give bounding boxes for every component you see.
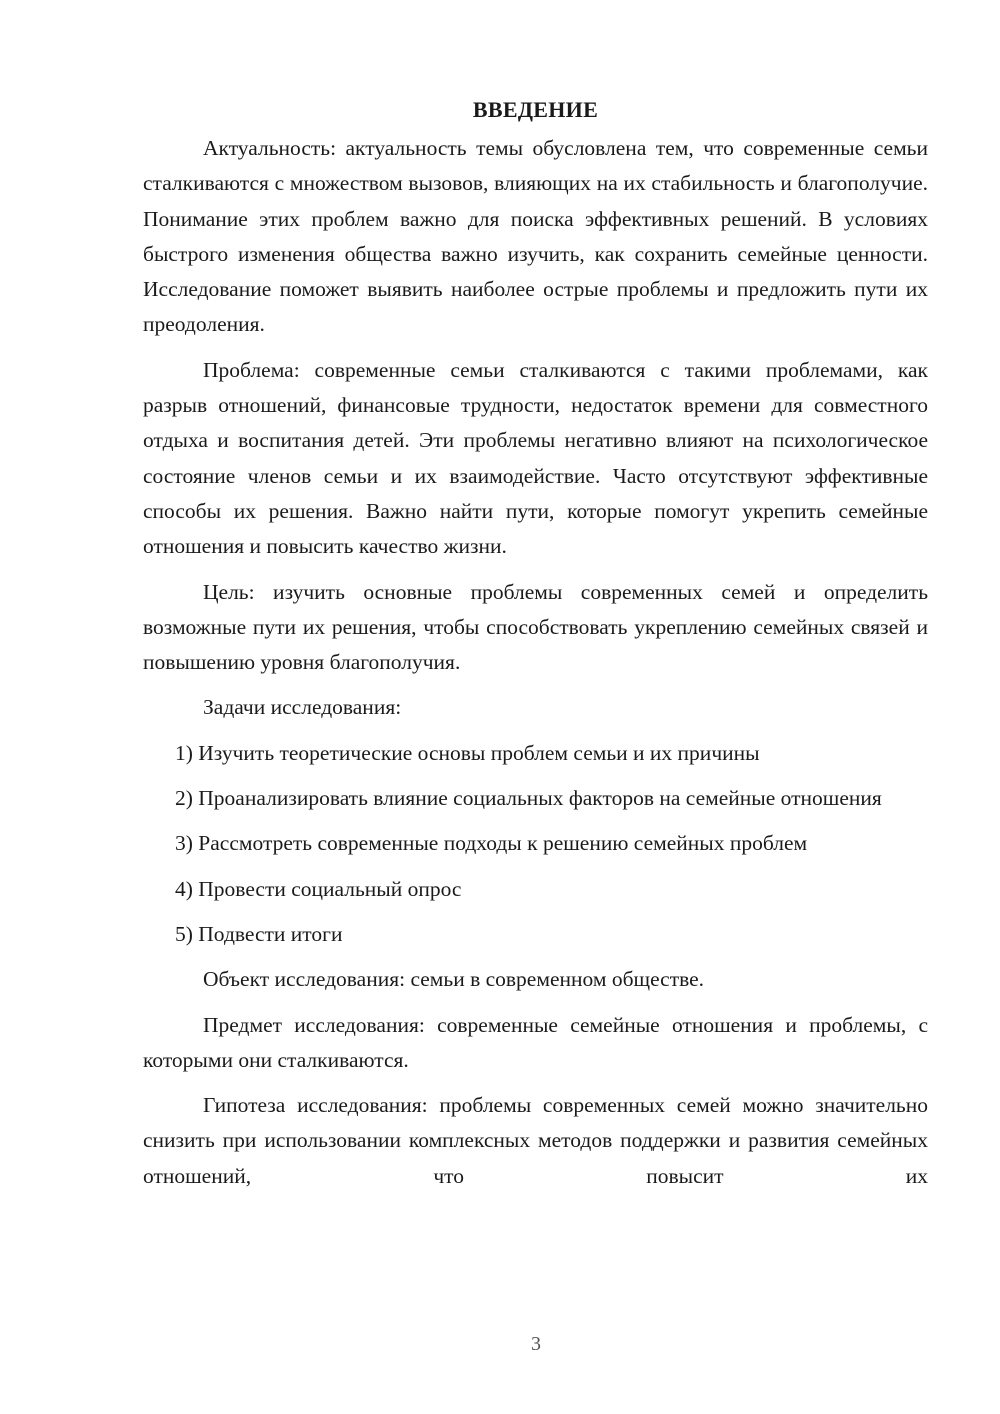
paragraph-tasks-heading: Задачи исследования: bbox=[203, 695, 402, 720]
paragraph-object: Объект исследования: семьи в современном обществе. bbox=[203, 967, 705, 992]
task-item-2: 2) Проанализировать влияние социальных факторов на семейные отношения bbox=[175, 786, 882, 811]
document-page bbox=[143, 92, 928, 1204]
paragraph-hypothesis: Гипотеза исследования: проблемы современных семей можно значительно снизить при использовании комплексных методов поддержки и развития семейных отношений, что повысит их bbox=[143, 1093, 928, 1188]
task-item-5: 5) Подвести итоги bbox=[175, 921, 343, 946]
paragraph-problem: Проблема: современные семьи сталкиваются с такими проблемами, как разрыв отношений, финансовые трудности, недостаток времени для совместного отдыха и воспитания детей. Эти проблемы негативно влияют на психологическое состояние членов семьи и их взаимодействие. Часто отсутствуют эффективные способы их решения. Важно найти пути, которые помогут укрепить семейные отношения и повысить качество жизни. bbox=[143, 357, 928, 559]
page-number: 3 bbox=[531, 1333, 541, 1355]
task-item-4: 4) Провести социальный опрос bbox=[175, 876, 462, 901]
task-item-3: 3) Рассмотреть современные подходы к решению семейных проблем bbox=[175, 831, 808, 856]
paragraph-goal: Цель: изучить основные проблемы современных семей и определить возможные пути их решения, чтобы способствовать укреплению семейных связей и повышению уровня благополучия. bbox=[143, 579, 928, 675]
section-title: ВВЕДЕНИЕ bbox=[472, 97, 599, 122]
paragraph-subject: Предмет исследования: современные семейные отношения и проблемы, с которыми они сталкиваются. bbox=[143, 1012, 928, 1072]
task-item-1: 1) Изучить теоретические основы проблем семьи и их причины bbox=[175, 740, 760, 765]
paragraph-relevance: Актуальность: актуальность темы обусловлена тем, что современные семьи сталкиваются с множеством вызовов, влияющих на их стабильность и благополучие. Понимание этих проблем важно для поиска эффективных решений. В условиях быстрого изменения общества важно изучить, как сохранить семейные ценности. Исследование поможет выявить наиболее острые проблемы и предложить пути их преодоления. bbox=[143, 136, 928, 337]
